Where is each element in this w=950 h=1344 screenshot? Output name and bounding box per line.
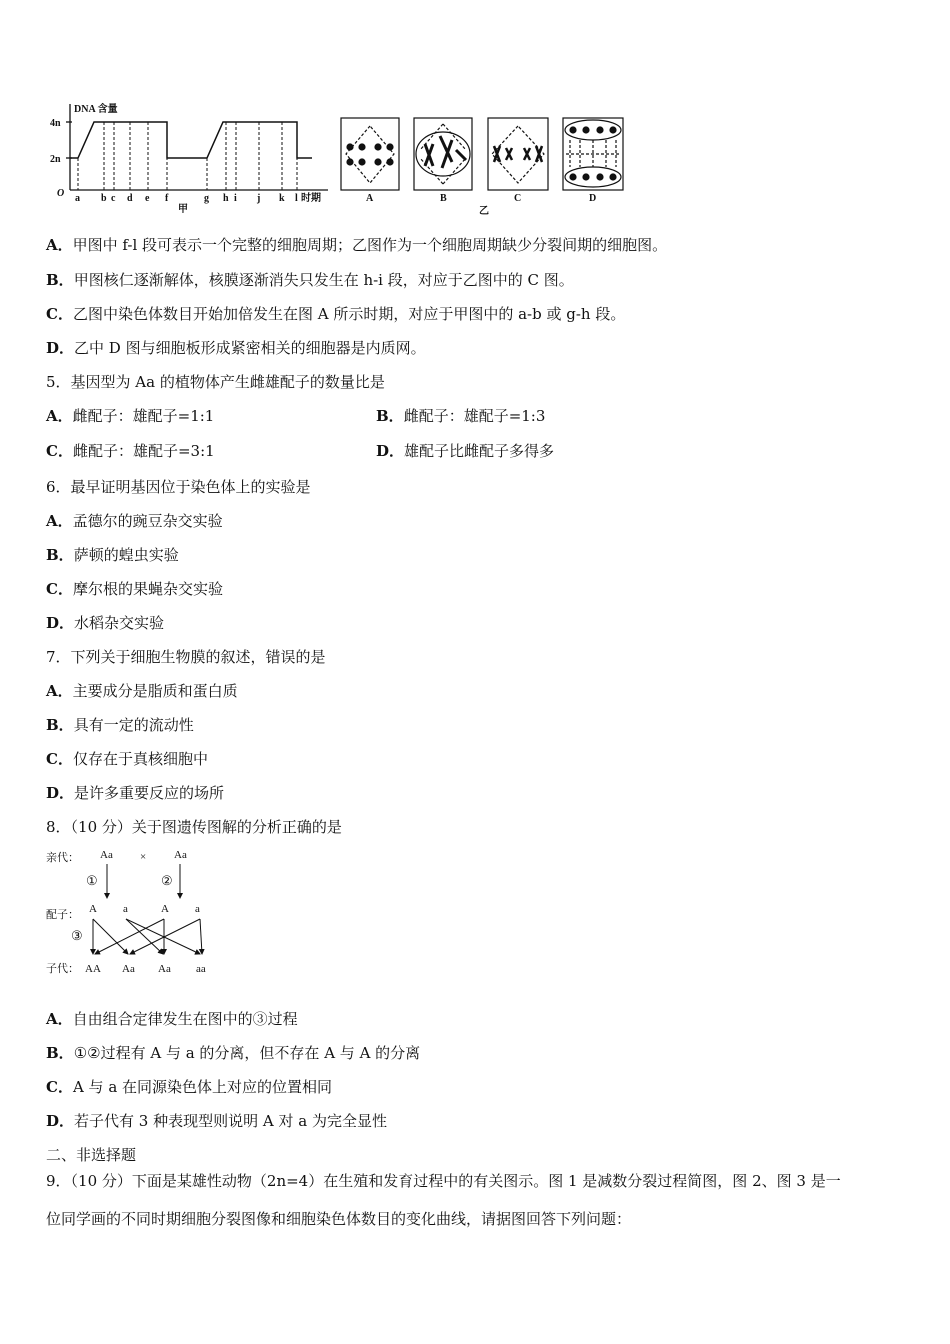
option-letter: D． — [46, 339, 75, 357]
step-1: ① — [86, 873, 98, 888]
gamete: A — [161, 903, 169, 915]
cell-label: C — [514, 193, 522, 204]
option-letter: C． — [46, 1078, 73, 1096]
option-text: 甲图核仁逐渐解体，核膜逐渐消失只发生在 h-i 段，对应于乙图中的 C 图。 — [73, 271, 574, 289]
q4-option-d[interactable] — [46, 338, 426, 358]
q7-option-c[interactable] — [46, 749, 208, 769]
q6-option-a[interactable] — [46, 511, 223, 531]
x-tick: k — [279, 193, 285, 204]
cell-c-diagram — [488, 118, 548, 190]
q5-option-a[interactable] — [46, 406, 214, 426]
gamete-label: 配子： — [46, 909, 79, 921]
option-letter: C． — [46, 305, 73, 323]
origin-label: O — [57, 188, 65, 199]
option-letter: A． — [46, 236, 73, 254]
x-tick: e — [145, 193, 150, 204]
option-text: 乙中 D 图与细胞板形成紧密相关的细胞器是内质网。 — [74, 339, 426, 357]
q7-option-a[interactable] — [46, 681, 238, 701]
dna-curve — [70, 122, 312, 158]
parent-label: 亲代： — [46, 852, 79, 864]
cell-label: A — [366, 193, 374, 204]
x-tick: l — [295, 193, 298, 204]
graph-caption: 甲 — [178, 204, 188, 215]
option-text: 乙图中染色体数目开始加倍发生在图 A 所示时期，对应于甲图中的 a-b 或 g-h 段。 — [72, 305, 626, 323]
option-text: 具有一定的流动性 — [73, 716, 194, 734]
x-tick: i — [234, 193, 237, 204]
gamete: a — [195, 903, 200, 915]
option-text: 甲图中 f-l 段可表示一个完整的细胞周期；乙图作为一个细胞周期缺少分裂间期的细胞图。 — [72, 236, 668, 254]
option-text: 若子代有 3 种表现型则说明 A 对 a 为完全显性 — [74, 1112, 387, 1130]
parent-genotype: Aa — [100, 849, 113, 861]
option-letter: B． — [46, 546, 74, 564]
section-heading: 二、非选择题 — [46, 1146, 137, 1164]
q7-option-d[interactable] — [46, 783, 224, 803]
gamete: A — [89, 903, 97, 915]
option-text: 雌配子：雄配子=1:1 — [72, 407, 215, 425]
option-letter: D． — [46, 614, 75, 632]
option-text: 仅存在于真核细胞中 — [72, 750, 208, 768]
cell-label: B — [440, 193, 447, 204]
option-text: 摩尔根的果蝇杂交实验 — [72, 580, 223, 598]
offspring: AA — [85, 963, 101, 975]
q5-stem: 5．基因型为 Aa 的植物体产生雌雄配子的数量比是 — [46, 373, 385, 391]
option-text: 萨顿的蝗虫实验 — [73, 546, 179, 564]
q9-line-1: 9．（10 分）下面是某雄性动物（2n=4）在生殖和发育过程中的有关图示。图 1 是减数分裂过程简图，图 2、图 3 是一 — [46, 1172, 841, 1190]
x-tick: a — [75, 193, 80, 204]
q6-option-d[interactable] — [46, 613, 164, 633]
x-tick: h — [223, 193, 229, 204]
option-text: ①②过程有 A 与 a 的分离，但不存在 A 与 A 的分离 — [73, 1044, 421, 1062]
step-3: ③ — [71, 928, 83, 943]
cells-caption: 乙 — [479, 206, 489, 217]
option-letter: A． — [46, 682, 73, 700]
offspring: Aa — [122, 963, 135, 975]
cross-symbol: × — [140, 851, 147, 863]
cell-b-diagram — [414, 118, 472, 190]
option-letter: D． — [46, 1112, 75, 1130]
period-dashes — [78, 122, 297, 190]
option-letter: A． — [46, 1010, 73, 1028]
q8-option-c[interactable] — [46, 1077, 332, 1097]
x-axis-label: 时期 — [301, 193, 321, 204]
y-tick-4n: 4n — [50, 118, 61, 129]
q7-stem: 7．下列关于细胞生物膜的叙述，错误的是 — [46, 648, 326, 666]
q8-stem: 8．（10 分）关于图遗传图解的分析正确的是 — [46, 818, 342, 836]
q7-option-b[interactable] — [46, 715, 194, 735]
x-tick: j — [257, 193, 261, 204]
cell-label: D — [589, 193, 597, 204]
option-letter: C． — [46, 580, 73, 598]
option-letter: A． — [46, 512, 73, 530]
option-text: 水稻杂交实验 — [74, 614, 165, 632]
q4-figure — [0, 0, 950, 220]
cell-a-diagram — [341, 118, 399, 190]
x-tick: d — [127, 193, 133, 204]
parent-genotype: Aa — [174, 849, 187, 861]
x-tick: b — [101, 193, 107, 204]
option-text: 主要成分是脂质和蛋白质 — [72, 682, 238, 700]
q5-option-d[interactable] — [376, 441, 554, 461]
q6-option-b[interactable] — [46, 545, 179, 565]
q8-option-a[interactable] — [46, 1009, 298, 1029]
q5-option-b[interactable] — [376, 406, 545, 426]
x-tick: g — [204, 193, 209, 204]
option-letter: B． — [46, 271, 74, 289]
x-tick: f — [165, 193, 169, 204]
option-text: 是许多重要反应的场所 — [74, 784, 225, 802]
dna-content-graph — [66, 104, 328, 190]
offspring-label: 子代： — [46, 963, 79, 975]
gamete: a — [123, 903, 128, 915]
arrows — [93, 864, 202, 954]
option-text: 雄配子比雌配子多得多 — [404, 442, 555, 460]
option-text: 孟德尔的豌豆杂交实验 — [72, 512, 223, 530]
option-letter: B． — [46, 716, 74, 734]
option-letter: A． — [46, 407, 73, 425]
q4-option-c[interactable] — [46, 304, 625, 324]
q4-option-a[interactable] — [46, 235, 667, 255]
q6-stem: 6．最早证明基因位于染色体上的实验是 — [46, 478, 311, 496]
option-text: A 与 a 在同源染色体上对应的位置相同 — [72, 1078, 333, 1096]
q8-option-b[interactable] — [46, 1043, 420, 1063]
option-text: 雌配子：雄配子=1:3 — [403, 407, 546, 425]
option-letter: B． — [46, 1044, 74, 1062]
y-tick-2n: 2n — [50, 154, 61, 165]
q4-option-b[interactable] — [46, 270, 574, 290]
offspring: Aa — [158, 963, 171, 975]
option-letter: B． — [376, 407, 404, 425]
cell-d-diagram — [563, 118, 623, 190]
q6-option-c[interactable] — [46, 579, 223, 599]
option-letter: C． — [46, 750, 73, 768]
option-letter: C． — [46, 442, 73, 460]
x-tick: c — [111, 193, 116, 204]
option-letter: D． — [376, 442, 405, 460]
offspring: aa — [196, 963, 206, 975]
step-2: ② — [161, 873, 173, 888]
genetic-cross-diagram — [0, 840, 230, 980]
q9-line-2: 位同学画的不同时期细胞分裂图像和细胞染色体数目的变化曲线，请据图回答下列问题： — [46, 1210, 632, 1228]
q5-option-c[interactable] — [46, 441, 215, 461]
option-text: 自由组合定律发生在图中的③过程 — [72, 1010, 298, 1028]
option-text: 雌配子：雄配子=3:1 — [72, 442, 215, 460]
q8-option-d[interactable] — [46, 1111, 387, 1131]
option-letter: D． — [46, 784, 75, 802]
graph-title: DNA 含量 — [74, 104, 118, 115]
